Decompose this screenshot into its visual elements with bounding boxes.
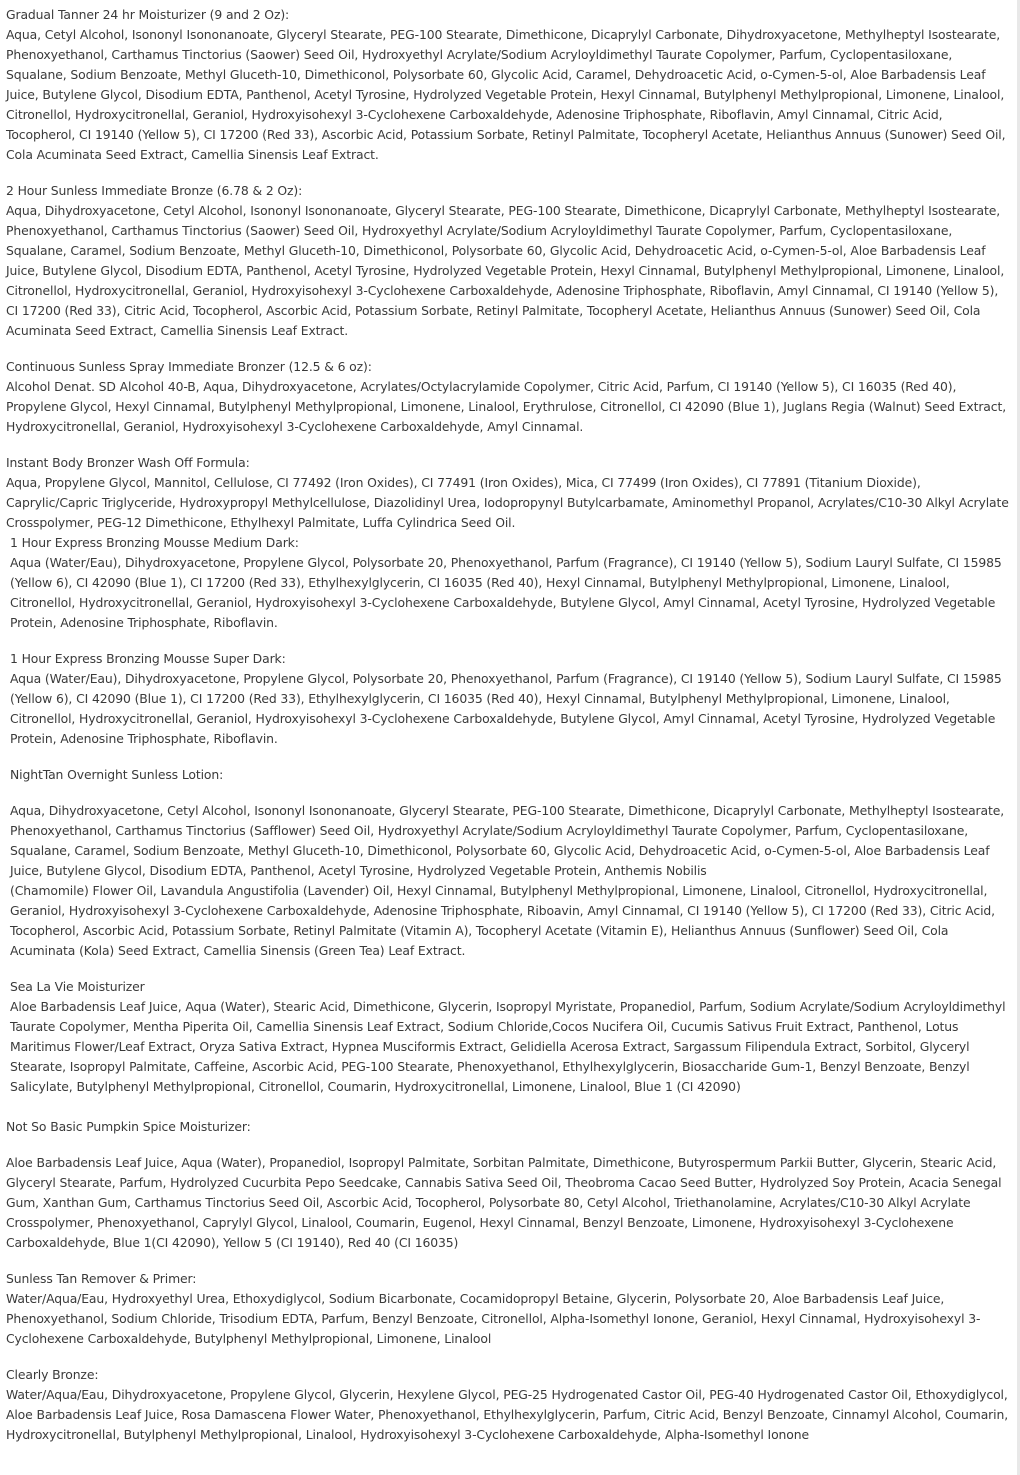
section-pumpkin-spice: [6, 1117, 1014, 1253]
section-ingredients: Water/Aqua/Eau, Dihydroxyacetone, Propylene Glycol, Glycerin, Hexylene Glycol, PEG-25 Hydrogenated Castor Oil, PEG-40 Hydrogenated Castor Oil, Ethoxydiglycol, Aloe Barbadensis Leaf Juice, Rosa Damascena Flower Water, Phenoxyethanol, Ethylhexylglycerin, Parfum, Citric Acid, Benzyl Benzoate, Cinnamyl Alcohol, Coumarin, Hydroxycitronellal, Butylphenyl Methylpropional, Linalool, Hydroxyisohexyl 3-Cyclohexene Carboxaldehyde, Alpha-Isomethyl Ionone: [6, 1387, 1009, 1442]
section-title: Clearly Bronze:: [6, 1367, 99, 1382]
section-nighttan: [6, 765, 1014, 961]
section-mousse-super-dark: [6, 649, 1014, 749]
ingredients-document: [6, 5, 1014, 1461]
section-ingredients: Aqua, Dihydroxyacetone, Cetyl Alcohol, Isononyl Isononanoate, Glyceryl Stearate, PEG-100 Stearate, Dimethicone, Dicaprylyl Carbonate, Methylheptyl Isostearate, Phenoxyethanol, Carthamus Tinctorius (Safflower) Seed Oil, Hydroxyethyl Acrylate/Sodium Acryloyldimethyl Taurate Copolymer, Parfum, Cyclopentasiloxane, Squalane, Caramel, Sodium Benzoate, Methyl Gluceth-10, Dimethiconol, Polysorbate 60, Glycolic Acid, Dehydroacetic Acid, o-Cymen-5-ol, Aloe Barbadensis Leaf Juice, Butylene Glycol, Disodium EDTA, Panthenol, Acetyl Tyrosine, Hydrolyzed Vegetable Protein, Anthemis Nobilis: [10, 803, 1005, 878]
section-title: Sea La Vie Moisturizer: [10, 979, 145, 994]
section-tan-remover: [6, 1269, 1014, 1349]
section-continuous-spray: [6, 357, 1014, 437]
section-clearly-bronze: [6, 1365, 1014, 1445]
section-ingredients: Aloe Barbadensis Leaf Juice, Aqua (Water), Stearic Acid, Dimethicone, Glycerin, Isopropyl Myristate, Propanediol, Parfum, Sodium Acrylate/Sodium Acryloyldimethyl Taurate Copolymer, Mentha Piperita Oil, Camellia Sinensis Leaf Extract, Sodium Chloride,Cocos Nucifera Oil, Cucumis Sativus Fruit Extract, Panthenol, Lotus Maritimus Flower/Leaf Extract, Oryza Sativa Extract, Hypnea Musciformis Extract, Gelidiella Acerosa Extract, Sargassum Filipendula Extract, Sorbitol, Glyceryl Stearate, Isopropyl Palmitate, Caffeine, Ascorbic Acid, PEG-100 Stearate, Phenoxyethanol, Ethylhexylglycerin, Biosaccharide Gum-1, Benzyl Benzoate, Benzyl Salicylate, Butylphenyl Methylpropional, Citronellol, Coumarin, Hydroxycitronellal, Limonene, Linalool, Blue 1 (CI 42090): [10, 999, 1006, 1094]
section-title: Sunless Tan Remover & Primer:: [6, 1271, 197, 1286]
section-ingredients: Water/Aqua/Eau, Hydroxyethyl Urea, Ethoxydiglycol, Sodium Bicarbonate, Cocamidopropyl Betaine, Glycerin, Polysorbate 20, Aloe Barbadensis Leaf Juice, Phenoxyethanol, Sodium Chloride, Trisodium EDTA, Parfum, Benzyl Benzoate, Citronellol, Alpha-Isomethyl Ionone, Geraniol, Hexyl Cinnamal, Hydroxyisohexyl 3-Cyclohexene Carboxaldehyde, Butylphenyl Methylpropional, Limonene, Linalool: [6, 1291, 981, 1346]
section-instant-body-bronzer: [6, 453, 1014, 533]
section-ingredients: Aqua (Water/Eau), Dihydroxyacetone, Propylene Glycol, Polysorbate 20, Phenoxyethanol, Parfum (Fragrance), CI 19140 (Yellow 5), Sodium Lauryl Sulfate, CI 15985 (Yellow 6), CI 42090 (Blue 1), CI 17200 (Red 33), Ethylhexylglycerin, CI 16035 (Red 40), Hexyl Cinnamal, Butylphenyl Methylpropional, Limonene, Linalool, Citronellol, Hydroxycitronellal, Geraniol, Hydroxyisohexyl 3-Cyclohexene Carboxaldehyde, Butylene Glycol, Amyl Cinnamal, Acetyl Tyrosine, Hydrolyzed Vegetable Protein, Adenosine Triphosphate, Riboflavin.: [10, 671, 1002, 746]
section-title: 1 Hour Express Bronzing Mousse Medium Dark:: [10, 535, 299, 550]
section-ingredients: Aqua, Cetyl Alcohol, Isononyl Isononanoate, Glyceryl Stearate, PEG-100 Stearate, Dimethicone, Dicaprylyl Carbonate, Dihydroxyacetone, Methylheptyl Isostearate, Phenoxyethanol, Carthamus Tinctorius (Saower) Seed Oil, Hydroxyethyl Acrylate/Sodium Acryloyldimethyl Taurate Copolymer, Parfum, Cyclopentasiloxane, Squalane, Sodium Benzoate, Methyl Gluceth-10, Dimethiconol, Polysorbate 60, Glycolic Acid, Caramel, Dehydroacetic Acid, o-Cymen-5-ol, Aloe Barbadensis Leaf Juice, Butylene Glycol, Disodium EDTA, Panthenol, Acetyl Tyrosine, Hydrolyzed Vegetable Protein, Hexyl Cinnamal, Butylphenyl Methylpropional, Limonene, Linalool, Citronellol, Hydroxycitronellal, Geraniol, Hydroxyisohexyl 3-Cyclohexene Carboxaldehyde, Adenosine Triphosphate, Riboflavin, Amyl Cinnamal, Citric Acid, Tocopherol, CI 19140 (Yellow 5), CI 17200 (Red 33), Ascorbic Acid, Potassium Sorbate, Retinyl Palmitate, Tocopheryl Acetate, Helianthus Annuus (Sunower) Seed Oil, Cola Acuminata Seed Extract, Camellia Sinensis Leaf Extract.: [6, 27, 1006, 162]
section-gradual-tanner: [6, 5, 1014, 165]
section-title: Instant Body Bronzer Wash Off Formula:: [6, 455, 250, 470]
section-ingredients: Alcohol Denat. SD Alcohol 40-B, Aqua, Dihydroxyacetone, Acrylates/Octylacrylamide Copolymer, Citric Acid, Parfum, CI 19140 (Yellow 5), CI 16035 (Red 40), Propylene Glycol, Hexyl Cinnamal, Butylphenyl Methylpropional, Limonene, Linalool, Erythrulose, Citronellol, CI 42090 (Blue 1), Juglans Regia (Walnut) Seed Extract, Hydroxycitronellal, Geraniol, Hydroxyisohexyl 3-Cyclohexene Carboxaldehyde, Amyl Cinnamal.: [6, 379, 1007, 434]
section-ingredients-continued: (Chamomile) Flower Oil, Lavandula Angustifolia (Lavender) Oil, Hexyl Cinnamal, Butylphenyl Methylpropional, Limonene, Linalool, Citronellol, Hydroxycitronellal, Geraniol, Hydroxyisohexyl 3-Cyclohexene Carboxaldehyde, Adenosine Triphosphate, Riboavin, Amyl Cinnamal, CI 19140 (Yellow 5), CI 17200 (Red 33), Citric Acid, Tocopherol, Ascorbic Acid, Potassium Sorbate, Retinyl Palmitate (Vitamin A), Tocopheryl Acetate (Vitamin E), Helianthus Annuus (Sunflower) Seed Oil, Cola Acuminata (Kola) Seed Extract, Camellia Sinensis (Green Tea) Leaf Extract.: [10, 883, 995, 958]
section-sea-la-vie: [6, 977, 1014, 1097]
section-2-hour-sunless: [6, 181, 1014, 341]
section-ingredients: Aqua, Propylene Glycol, Mannitol, Cellulose, CI 77492 (Iron Oxides), CI 77491 (Iron Oxides), Mica, CI 77499 (Iron Oxides), CI 77891 (Titanium Dioxide), Caprylic/Capric Triglyceride, Hydroxypropyl Methylcellulose, Diazolidinyl Urea, Iodopropynyl Butylcarbamate, Aminomethyl Propanol, Acrylates/C10-30 Alkyl Acrylate Crosspolymer, PEG-12 Dimethicone, Ethylhexyl Palmitate, Luffa Cylindrica Seed Oil.: [6, 475, 1009, 530]
section-title: 2 Hour Sunless Immediate Bronze (6.78 & 2 Oz):: [6, 183, 303, 198]
section-mousse-medium-dark: [6, 533, 1014, 633]
section-title: 1 Hour Express Bronzing Mousse Super Dark:: [10, 651, 286, 666]
section-title: NightTan Overnight Sunless Lotion:: [10, 767, 224, 782]
section-ingredients: Aloe Barbadensis Leaf Juice, Aqua (Water), Propanediol, Isopropyl Palmitate, Sorbitan Palmitate, Dimethicone, Butyrospermum Parkii Butter, Glycerin, Stearic Acid, Glyceryl Stearate, Parfum, Hydrolyzed Cucurbita Pepo Seedcake, Cannabis Sativa Seed Oil, Theobroma Cacao Seed Butter, Hydrolyzed Soy Protein, Acacia Senegal Gum, Xanthan Gum, Carthamus Tinctorius Seed Oil, Ascorbic Acid, Tocopherol, Polysorbate 80, Cetyl Alcohol, Triethanolamine, Acrylates/C10-30 Alkyl Acrylate Crosspolymer, Phenoxyethanol, Caprylyl Glycol, Linalool, Coumarin, Eugenol, Hexyl Cinnamal, Benzyl Benzoate, Limonene, Hydroxyisohexyl 3-Cyclohexene Carboxaldehyde, Blue 1(CI 42090), Yellow 5 (CI 19140), Red 40 (CI 16035): [6, 1155, 1002, 1250]
section-title: Not So Basic Pumpkin Spice Moisturizer:: [6, 1119, 251, 1134]
section-title: Continuous Sunless Spray Immediate Bronzer (12.5 & 6 oz):: [6, 359, 372, 374]
section-ingredients: Aqua (Water/Eau), Dihydroxyacetone, Propylene Glycol, Polysorbate 20, Phenoxyethanol, Parfum (Fragrance), CI 19140 (Yellow 5), Sodium Lauryl Sulfate, CI 15985 (Yellow 6), CI 42090 (Blue 1), CI 17200 (Red 33), Ethylhexylglycerin, CI 16035 (Red 40), Hexyl Cinnamal, Butylphenyl Methylpropional, Limonene, Linalool, Citronellol, Hydroxycitronellal, Geraniol, Hydroxyisohexyl 3-Cyclohexene Carboxaldehyde, Butylene Glycol, Amyl Cinnamal, Acetyl Tyrosine, Hydrolyzed Vegetable Protein, Adenosine Triphosphate, Riboflavin.: [10, 555, 1002, 630]
section-ingredients: Aqua, Dihydroxyacetone, Cetyl Alcohol, Isononyl Isononanoate, Glyceryl Stearate, PEG-100 Stearate, Dimethicone, Dicaprylyl Carbonate, Methylheptyl Isostearate, Phenoxyethanol, Carthamus Tinctorius (Saower) Seed Oil, Hydroxyethyl Acrylate/Sodium Acryloyldimethyl Taurate Copolymer, Parfum, Cyclopentasiloxane, Squalane, Caramel, Sodium Benzoate, Methyl Gluceth-10, Dimethiconol, Polysorbate 60, Glycolic Acid, Dehydroacetic Acid, o-Cymen-5-ol, Aloe Barbadensis Leaf Juice, Butylene Glycol, Disodium EDTA, Panthenol, Acetyl Tyrosine, Hydrolyzed Vegetable Protein, Hexyl Cinnamal, Butylphenyl Methylpropional, Limonene, Linalool, Citronellol, Hydroxycitronellal, Geraniol, Hydroxyisohexyl 3-Cyclohexene Carboxaldehyde, Adenosine Triphosphate, Riboflavin, Amyl Cinnamal, CI 19140 (Yellow 5), CI 17200 (Red 33), Citric Acid, Tocopherol, Ascorbic Acid, Potassium Sorbate, Retinyl Palmitate, Tocopheryl Acetate, Helianthus Annuus (Sunower) Seed Oil, Cola Acuminata Seed Extract, Camellia Sinensis Leaf Extract.: [6, 203, 1005, 338]
section-title: Gradual Tanner 24 hr Moisturizer (9 and 2 Oz):: [6, 7, 290, 22]
